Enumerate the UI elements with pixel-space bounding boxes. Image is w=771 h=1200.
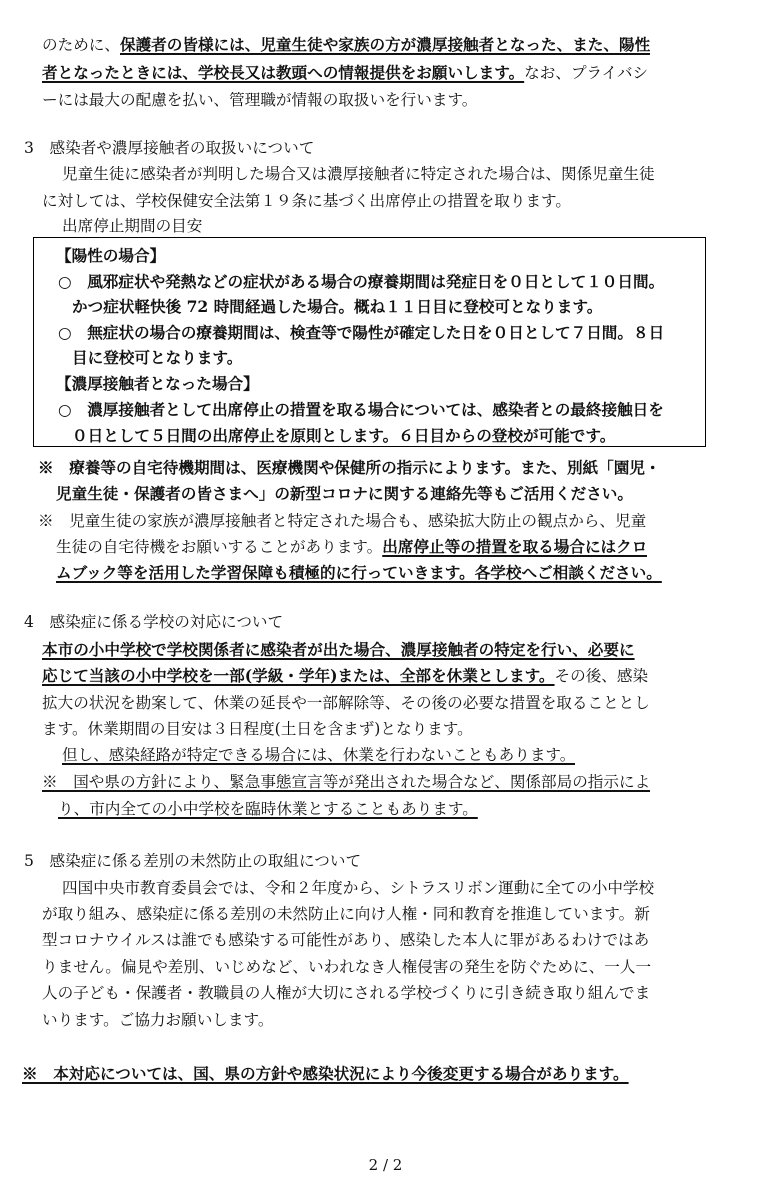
text-line [72,297,602,317]
text-segment: ムブック等を活用した学習保障も積極的に行っていきます。各学校へご相談ください。 [56,563,662,582]
text-segment: 児童生徒・保護者の皆さまへ」の新型コロナに関する連絡先等もご活用ください。 [56,484,633,503]
text-line [58,799,478,819]
text-segment: ○ 濃厚接触者として出席停止の措置を取る場合については、感染者との最終接触日を [58,400,664,419]
text-segment: 保護者の皆様には、児童生徒や家族の方が濃厚接触者となった、また、陽性 [119,35,651,54]
text-line [56,484,633,504]
text-segment: ※ 本対応については、国、県の方針や感染状況により今後変更する場合があります。 [22,1064,629,1083]
text-segment: 目に登校可となります。 [72,348,243,367]
text-segment: ０日として５日間の出席停止を原則とします。６日目からの登校が可能です。 [72,426,616,445]
text-segment: ます。休業期間の目安は３日程度(土日を含まず)となります。 [42,720,473,738]
text-line [62,216,202,236]
text-segment: その後、感染 [554,667,649,685]
text-line [58,323,664,343]
text-line [24,612,283,632]
text-line [42,1010,273,1030]
text-segment: 応じて当該の小中学校を一部(学級・学年)または、全部を休業とします。 [42,666,555,685]
text-segment: 者となったときには、学校長又は教頭への情報提供をお願いします。 [42,63,525,82]
text-line [42,904,650,924]
text-segment: 出席停止等の措置を取る場合にはクロ [382,537,648,556]
text-line [72,426,615,446]
text-segment: なお、プライバシ [524,64,649,82]
text-line [42,90,477,110]
text-segment: のために、 [42,36,120,54]
text-segment: 出席停止期間の目安 [62,217,203,235]
text-segment: ーには最大の配慮を払い、管理職が情報の取扱いを行います。 [42,91,478,109]
text-line [42,957,651,977]
text-segment: り、市内全ての小中学校を臨時休業とすることもあります。 [58,800,478,818]
text-segment: ○ 無症状の場合の療養期間は、検査等で陽性が確定した日を０日として７日間。８日 [58,323,665,342]
text-line [56,537,647,557]
text-segment: かつ症状軽快後 72 時間経過した場合。概ね１１日目に登校可となります。 [72,297,603,316]
text-segment: 4 感染症に係る学校の対応について [24,613,284,631]
text-segment: いります。ご協力お願いします。 [42,1011,274,1029]
text-segment: 生徒の自宅待機をお願いすることがあります。 [56,538,383,556]
text-line [56,374,259,394]
text-segment: 3 感染者や濃厚接触者の取扱いについて [24,139,315,157]
text-segment: が取り組み、感染症に係る差別の未然防止に向け人権・同和教育を推進しています。新 [42,905,650,923]
text-segment: 【陽性の場合】 [56,246,166,265]
text-segment: ※ 児童生徒の家族が濃厚接触者と特定された場合も、感染拡大防止の観点から、児童 [38,512,647,530]
text-line [56,563,662,583]
text-segment: ※ 国や県の方針により、緊急事態宣言等が発出された場合など、関係部局の指示によ [42,773,651,791]
text-segment: に対しては、学校保健安全法第１９条に基づく出席停止の措置を取ります。 [42,192,571,210]
text-line [24,138,314,158]
text-line [24,851,361,871]
text-segment: 本市の小中学校で学校関係者に感染者が出た場合、濃厚接触者の特定を行い、必要に [42,640,635,659]
text-segment: 拡大の状況を勘案して、休業の延長や一部解除等、その後の必要な措置を取ることとし [42,694,650,712]
text-line [42,63,648,83]
text-line [22,1064,629,1084]
text-line [42,772,650,792]
text-segment: 【濃厚接触者となった場合】 [56,374,259,393]
text-segment: 四国中央市教育委員会では、令和２年度から、シトラスリボン運動に全ての小中学校 [62,879,655,897]
text-line [42,983,650,1003]
text-segment: ※ 療養等の自宅待機期間は、医療機関や保健所の指示によります。また、別紙「園児・ [38,458,661,477]
page-number: 2 / 2 [368,1156,403,1174]
text-line [38,511,646,531]
text-line [42,666,648,686]
text-line [42,693,650,713]
text-segment: ○ 風邪症状や発熱などの症状がある場合の療養期間は発症日を０日として１０日間。 [58,272,665,291]
text-segment: 但し、感染経路が特定できる場合には、休業を行わないこともあります。 [62,746,576,764]
text-line [72,348,242,368]
text-segment: 5 感染症に係る差別の未然防止の取組について [24,852,362,870]
text-segment: 人の子ども・保護者・教職員の人権が大切にされる学校づくりに引き続き取り組んでま [42,984,651,1002]
text-line [38,458,661,478]
text-line [58,400,664,420]
text-segment: 型コロナウイルスは誰でも感染する可能性があり、感染した本人に罪があるわけではあ [42,931,650,949]
text-segment: 児童生徒に感染者が判明した場合又は濃厚接触者に特定された場合は、関係児童生徒 [62,165,655,183]
text-line [42,719,473,739]
text-line [58,272,664,292]
text-line [56,246,165,266]
text-line [42,640,635,660]
text-line [42,930,649,950]
text-line [62,164,655,184]
text-line [62,745,575,765]
text-line [62,878,654,898]
text-line [42,35,650,55]
text-segment: りません。偏見や差別、いじめなど、いわれなき人権侵害の発生を防ぐために、一人一 [42,958,652,976]
text-line [42,191,571,211]
